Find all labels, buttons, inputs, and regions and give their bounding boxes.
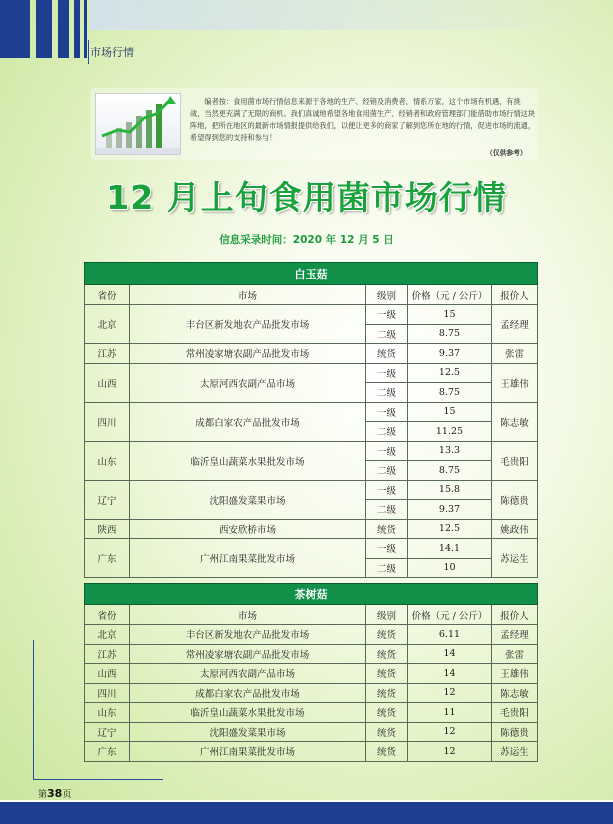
price-cell: 15 [408, 305, 492, 325]
column-header: 市场 [130, 605, 366, 625]
price-cell: 12 [408, 742, 492, 762]
column-header: 级别 [366, 285, 408, 305]
market-cell: 临沂皇山蔬菜水果批发市场 [130, 703, 366, 723]
footer-rule [33, 779, 163, 780]
table-row [85, 344, 538, 364]
page-number: 第38页 [38, 787, 72, 800]
province-cell: 山东 [85, 703, 130, 723]
market-cell: 西安欣桥市场 [130, 519, 366, 539]
price-cell: 14 [408, 664, 492, 684]
reference-note: （仅供参考） [486, 149, 527, 157]
market-cell: 成都白家农产品批发市场 [130, 683, 366, 703]
grade-cell: 统货 [366, 344, 408, 364]
column-header: 价格（元 / 公斤） [408, 605, 492, 625]
reporter-cell: 陈志敏 [492, 402, 538, 441]
price-cell: 8.75 [408, 383, 492, 403]
editor-note-text: 编者按：食用菌市场行情信息来源于各地的生产、经销及消费者，情系万家。这个市场有机遇、有挑战，当然更充满了无限的商机。我们真诚地希望各地食用菌生产、经销者和政府管理部门能借助市场行情这块阵地，把所在地区的最新市场情报提供给我们，以便让更多的商家了解到您所在地的行情，促进市场的流通，希望得到您的支持和参与！ [190, 97, 536, 142]
grade-cell: 一级 [366, 363, 408, 383]
grade-cell: 统货 [366, 644, 408, 664]
province-cell: 山西 [85, 664, 130, 684]
reporter-cell: 苏运生 [492, 539, 538, 578]
price-cell: 13.3 [408, 441, 492, 461]
price-cell: 9.37 [408, 344, 492, 364]
province-cell: 四川 [85, 402, 130, 441]
province-cell: 江苏 [85, 344, 130, 364]
column-header: 省份 [85, 605, 130, 625]
reporter-cell: 毛贵阳 [492, 441, 538, 480]
growth-chart-illustration [95, 93, 181, 155]
grade-cell: 统货 [366, 625, 408, 645]
reporter-cell: 孟经理 [492, 625, 538, 645]
market-cell: 成都白家农产品批发市场 [130, 402, 366, 441]
province-cell: 四川 [85, 683, 130, 703]
market-cell: 丰台区新发地农产品批发市场 [130, 305, 366, 344]
table-title: 白玉菇 [85, 263, 538, 285]
header-stripes [0, 0, 90, 58]
grade-cell: 统货 [366, 664, 408, 684]
grade-cell: 二级 [366, 461, 408, 481]
column-header: 价格（元 / 公斤） [408, 285, 492, 305]
market-cell: 沈阳盛发菜果市场 [130, 722, 366, 742]
table-white-jade-mushroom [84, 262, 538, 578]
province-cell: 北京 [85, 625, 130, 645]
table-row [85, 441, 538, 461]
table-row [85, 519, 538, 539]
price-cell: 14 [408, 644, 492, 664]
market-cell: 常州凌家塘农副产品批发市场 [130, 644, 366, 664]
table-row [85, 539, 538, 559]
grade-cell: 一级 [366, 305, 408, 325]
price-cell: 12.5 [408, 519, 492, 539]
table-row [85, 742, 538, 762]
reporter-cell: 苏运生 [492, 742, 538, 762]
province-cell: 江苏 [85, 644, 130, 664]
price-cell: 15 [408, 402, 492, 422]
grade-cell: 统货 [366, 519, 408, 539]
province-cell: 陕西 [85, 519, 130, 539]
grade-cell: 一级 [366, 539, 408, 559]
market-cell: 太原河西农副产品市场 [130, 664, 366, 684]
grade-cell: 一级 [366, 402, 408, 422]
province-cell: 北京 [85, 305, 130, 344]
table-title: 茶树菇 [85, 584, 538, 605]
left-rule [33, 640, 34, 780]
market-cell: 常州凌家塘农副产品批发市场 [130, 344, 366, 364]
section-label: 市场行情 [90, 46, 134, 59]
date-line: 信息采录时间：2020 年 12 月 5 日 [219, 234, 394, 246]
table-row [85, 722, 538, 742]
price-cell: 14.1 [408, 539, 492, 559]
price-cell: 11.25 [408, 422, 492, 442]
page-title: 12 月上旬食用菌市场行情 [106, 178, 507, 217]
column-header: 市场 [130, 285, 366, 305]
column-header: 省份 [85, 285, 130, 305]
column-header: 级别 [366, 605, 408, 625]
header-rule [88, 40, 89, 64]
table-tea-tree-mushroom [84, 583, 538, 762]
reporter-cell: 陈德贵 [492, 722, 538, 742]
reporter-cell: 张雷 [492, 644, 538, 664]
price-cell: 10 [408, 558, 492, 578]
grade-cell: 二级 [366, 500, 408, 520]
province-cell: 广东 [85, 742, 130, 762]
footer-bar [0, 802, 613, 824]
column-header: 报价人 [492, 285, 538, 305]
grade-cell: 统货 [366, 703, 408, 723]
table-row [85, 305, 538, 325]
reporter-cell: 毛贵阳 [492, 703, 538, 723]
market-cell: 临沂皇山蔬菜水果批发市场 [130, 441, 366, 480]
grade-cell: 统货 [366, 742, 408, 762]
market-cell: 广州江南果菜批发市场 [130, 742, 366, 762]
market-cell: 沈阳盛发菜果市场 [130, 480, 366, 519]
grade-cell: 一级 [366, 480, 408, 500]
reporter-cell: 张雷 [492, 344, 538, 364]
reporter-cell: 王雄伟 [492, 363, 538, 402]
table-row [85, 402, 538, 422]
grade-cell: 二级 [366, 558, 408, 578]
province-cell: 山西 [85, 363, 130, 402]
reporter-cell: 陈志敏 [492, 683, 538, 703]
header-fade [90, 0, 613, 30]
table-row [85, 644, 538, 664]
reporter-cell: 王雄伟 [492, 664, 538, 684]
market-cell: 丰台区新发地农产品批发市场 [130, 625, 366, 645]
column-header: 报价人 [492, 605, 538, 625]
price-cell: 12.5 [408, 363, 492, 383]
table-row [85, 683, 538, 703]
table-row [85, 363, 538, 383]
table-row [85, 625, 538, 645]
price-cell: 6.11 [408, 625, 492, 645]
market-cell: 太原河西农副产品市场 [130, 363, 366, 402]
market-cell: 广州江南果菜批发市场 [130, 539, 366, 578]
table-row [85, 703, 538, 723]
grade-cell: 二级 [366, 383, 408, 403]
grade-cell: 二级 [366, 324, 408, 344]
table-row [85, 480, 538, 500]
grade-cell: 统货 [366, 722, 408, 742]
price-cell: 11 [408, 703, 492, 723]
grade-cell: 一级 [366, 441, 408, 461]
reporter-cell: 陈德贵 [492, 480, 538, 519]
price-cell: 12 [408, 683, 492, 703]
price-cell: 8.75 [408, 461, 492, 481]
price-cell: 9.37 [408, 500, 492, 520]
reporter-cell: 姚政伟 [492, 519, 538, 539]
price-cell: 12 [408, 722, 492, 742]
price-cell: 15.8 [408, 480, 492, 500]
province-cell: 广东 [85, 539, 130, 578]
province-cell: 山东 [85, 441, 130, 480]
grade-cell: 统货 [366, 683, 408, 703]
table-row [85, 664, 538, 684]
province-cell: 辽宁 [85, 480, 130, 519]
province-cell: 辽宁 [85, 722, 130, 742]
price-cell: 8.75 [408, 324, 492, 344]
grade-cell: 二级 [366, 422, 408, 442]
reporter-cell: 孟经理 [492, 305, 538, 344]
